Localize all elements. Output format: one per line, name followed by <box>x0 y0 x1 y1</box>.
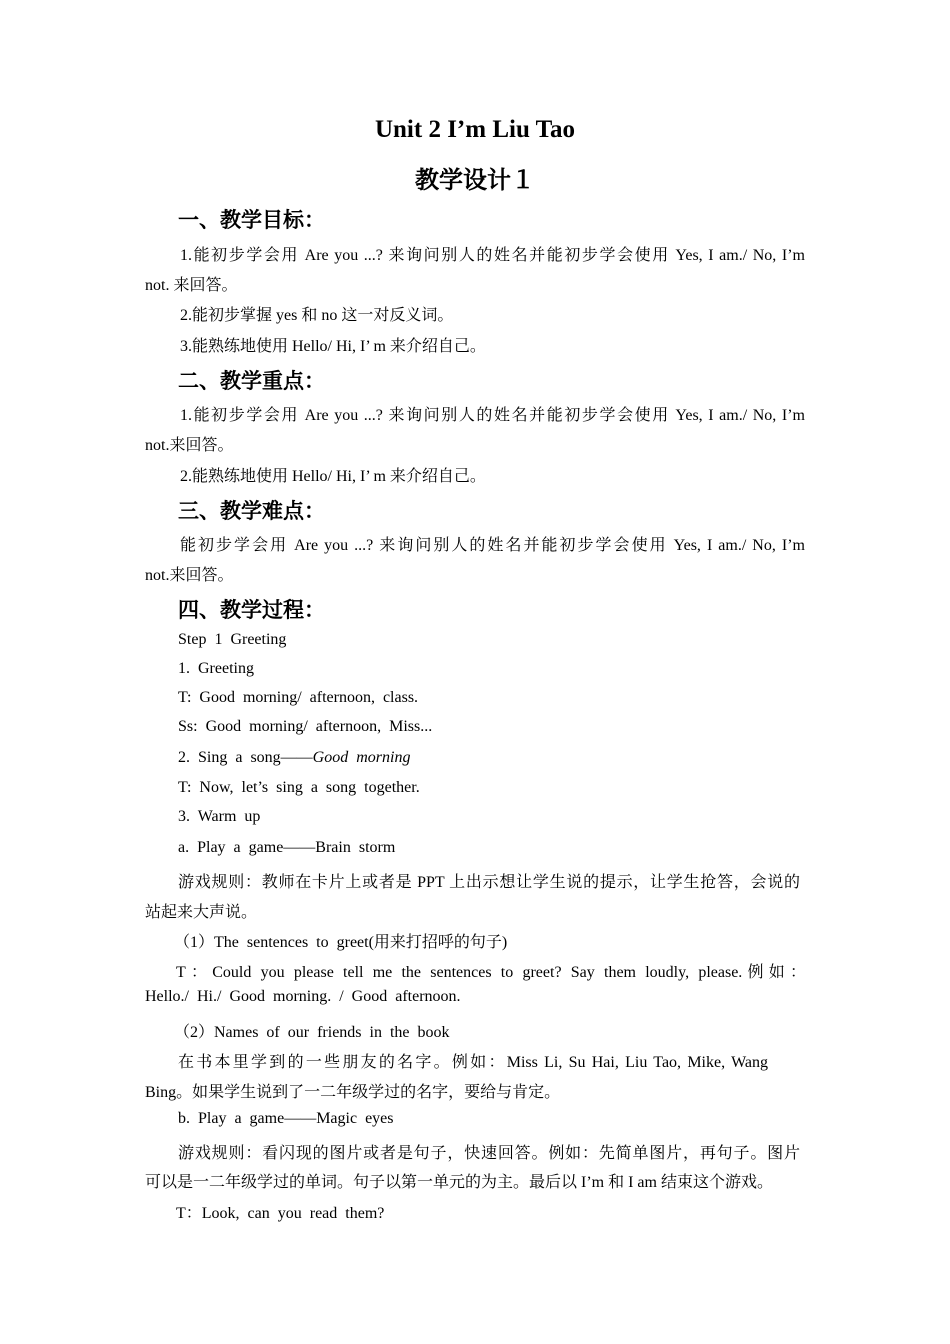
game-b-rule-line-2: 可以是一二年级学过的单词。句子以第一单元的为主。最后以 I’m 和 I am 结束这个游戏。 <box>145 1174 773 1191</box>
game-a-rule-line-2: 站起来大声说。 <box>145 904 258 921</box>
sing-a-song-prefix: 2. Sing a song—— <box>178 749 313 766</box>
objective-1-line-1: 1.能初步学会用 Are you ...? 来询问别人的姓名并能初步学会使用 Yes, I am./ No, I’m <box>180 247 805 264</box>
difficulty-line-1: 能初步学会用 Are you ...? 来询问别人的姓名并能初步学会使用 Yes, I am./ No, I’m <box>180 537 805 554</box>
game-b-title: b. Play a game——Magic eyes <box>178 1110 394 1127</box>
key-point-2: 2.能熟练地使用 Hello/ Hi, I’ m 来介绍自己。 <box>180 468 486 485</box>
game-b-rule-line-1: 游戏规则：看闪现的图片或者是句子，快速回答。例如：先简单图片，再句子。图片 <box>178 1145 800 1162</box>
teacher-greeting: T: Good morning/ afternoon, class. <box>178 689 419 706</box>
game-a-item-2: （2）Names of our friends in the book <box>174 1024 450 1041</box>
friends-names-line-1: 在书本里学到的一些朋友的名字。例如：Miss Li, Su Hai, Liu Tao, Mike, Wang <box>178 1054 768 1071</box>
teacher-prompt-line-1: T：Could you please tell me the sentences to greet? Say them loudly, please.例如： <box>176 964 806 981</box>
objective-2: 2.能初步掌握 yes 和 no 这一对反义词。 <box>180 307 454 324</box>
key-point-1-line-1: 1.能初步学会用 Are you ...? 来询问别人的姓名并能初步学会使用 Yes, I am./ No, I’m <box>180 407 805 424</box>
difficulty-line-2: not.来回答。 <box>145 567 234 584</box>
song-title: Good morning <box>312 749 411 766</box>
greeting-item: 1. Greeting <box>178 660 254 677</box>
objective-1-line-2: not. 来回答。 <box>145 277 238 294</box>
students-greeting: Ss: Good morning/ afternoon, Miss... <box>178 718 433 735</box>
game-a-item-1: （1）The sentences to greet(用来打招呼的句子) <box>174 934 508 951</box>
document-title: Unit 2 I’m Liu Tao <box>374 116 576 143</box>
key-point-1-line-2: not.来回答。 <box>145 437 234 454</box>
objective-3: 3.能熟练地使用 Hello/ Hi, I’ m 来介绍自己。 <box>180 338 486 355</box>
friends-names-line-2: Bing。如果学生说到了一二年级学过的名字，要给与肯定。 <box>145 1084 561 1101</box>
section-heading-key-points: 二、教学重点： <box>178 369 325 393</box>
sing-a-song-item <box>178 749 410 767</box>
section-heading-difficulties: 三、教学难点： <box>178 499 325 523</box>
section-heading-process: 四、教学过程： <box>178 598 325 622</box>
document-subtitle: 教学设计１ <box>415 168 535 194</box>
warm-up-item: 3. Warm up <box>178 808 261 825</box>
game-a-rule-line-1: 游戏规则：教师在卡片上或者是 PPT 上出示想让学生说的提示，让学生抢答，会说的 <box>178 874 800 891</box>
game-a-title: a. Play a game——Brain storm <box>178 839 396 856</box>
teacher-prompt-line-2: Hello./ Hi./ Good morning. / Good afternoon. <box>145 988 461 1005</box>
teacher-look-prompt: T：Look, can you read them? <box>176 1205 385 1222</box>
section-heading-objectives: 一、教学目标： <box>178 208 325 232</box>
step-1-title: Step 1 Greeting <box>178 631 287 648</box>
teacher-sing-prompt: T: Now, let’s sing a song together. <box>178 779 420 796</box>
